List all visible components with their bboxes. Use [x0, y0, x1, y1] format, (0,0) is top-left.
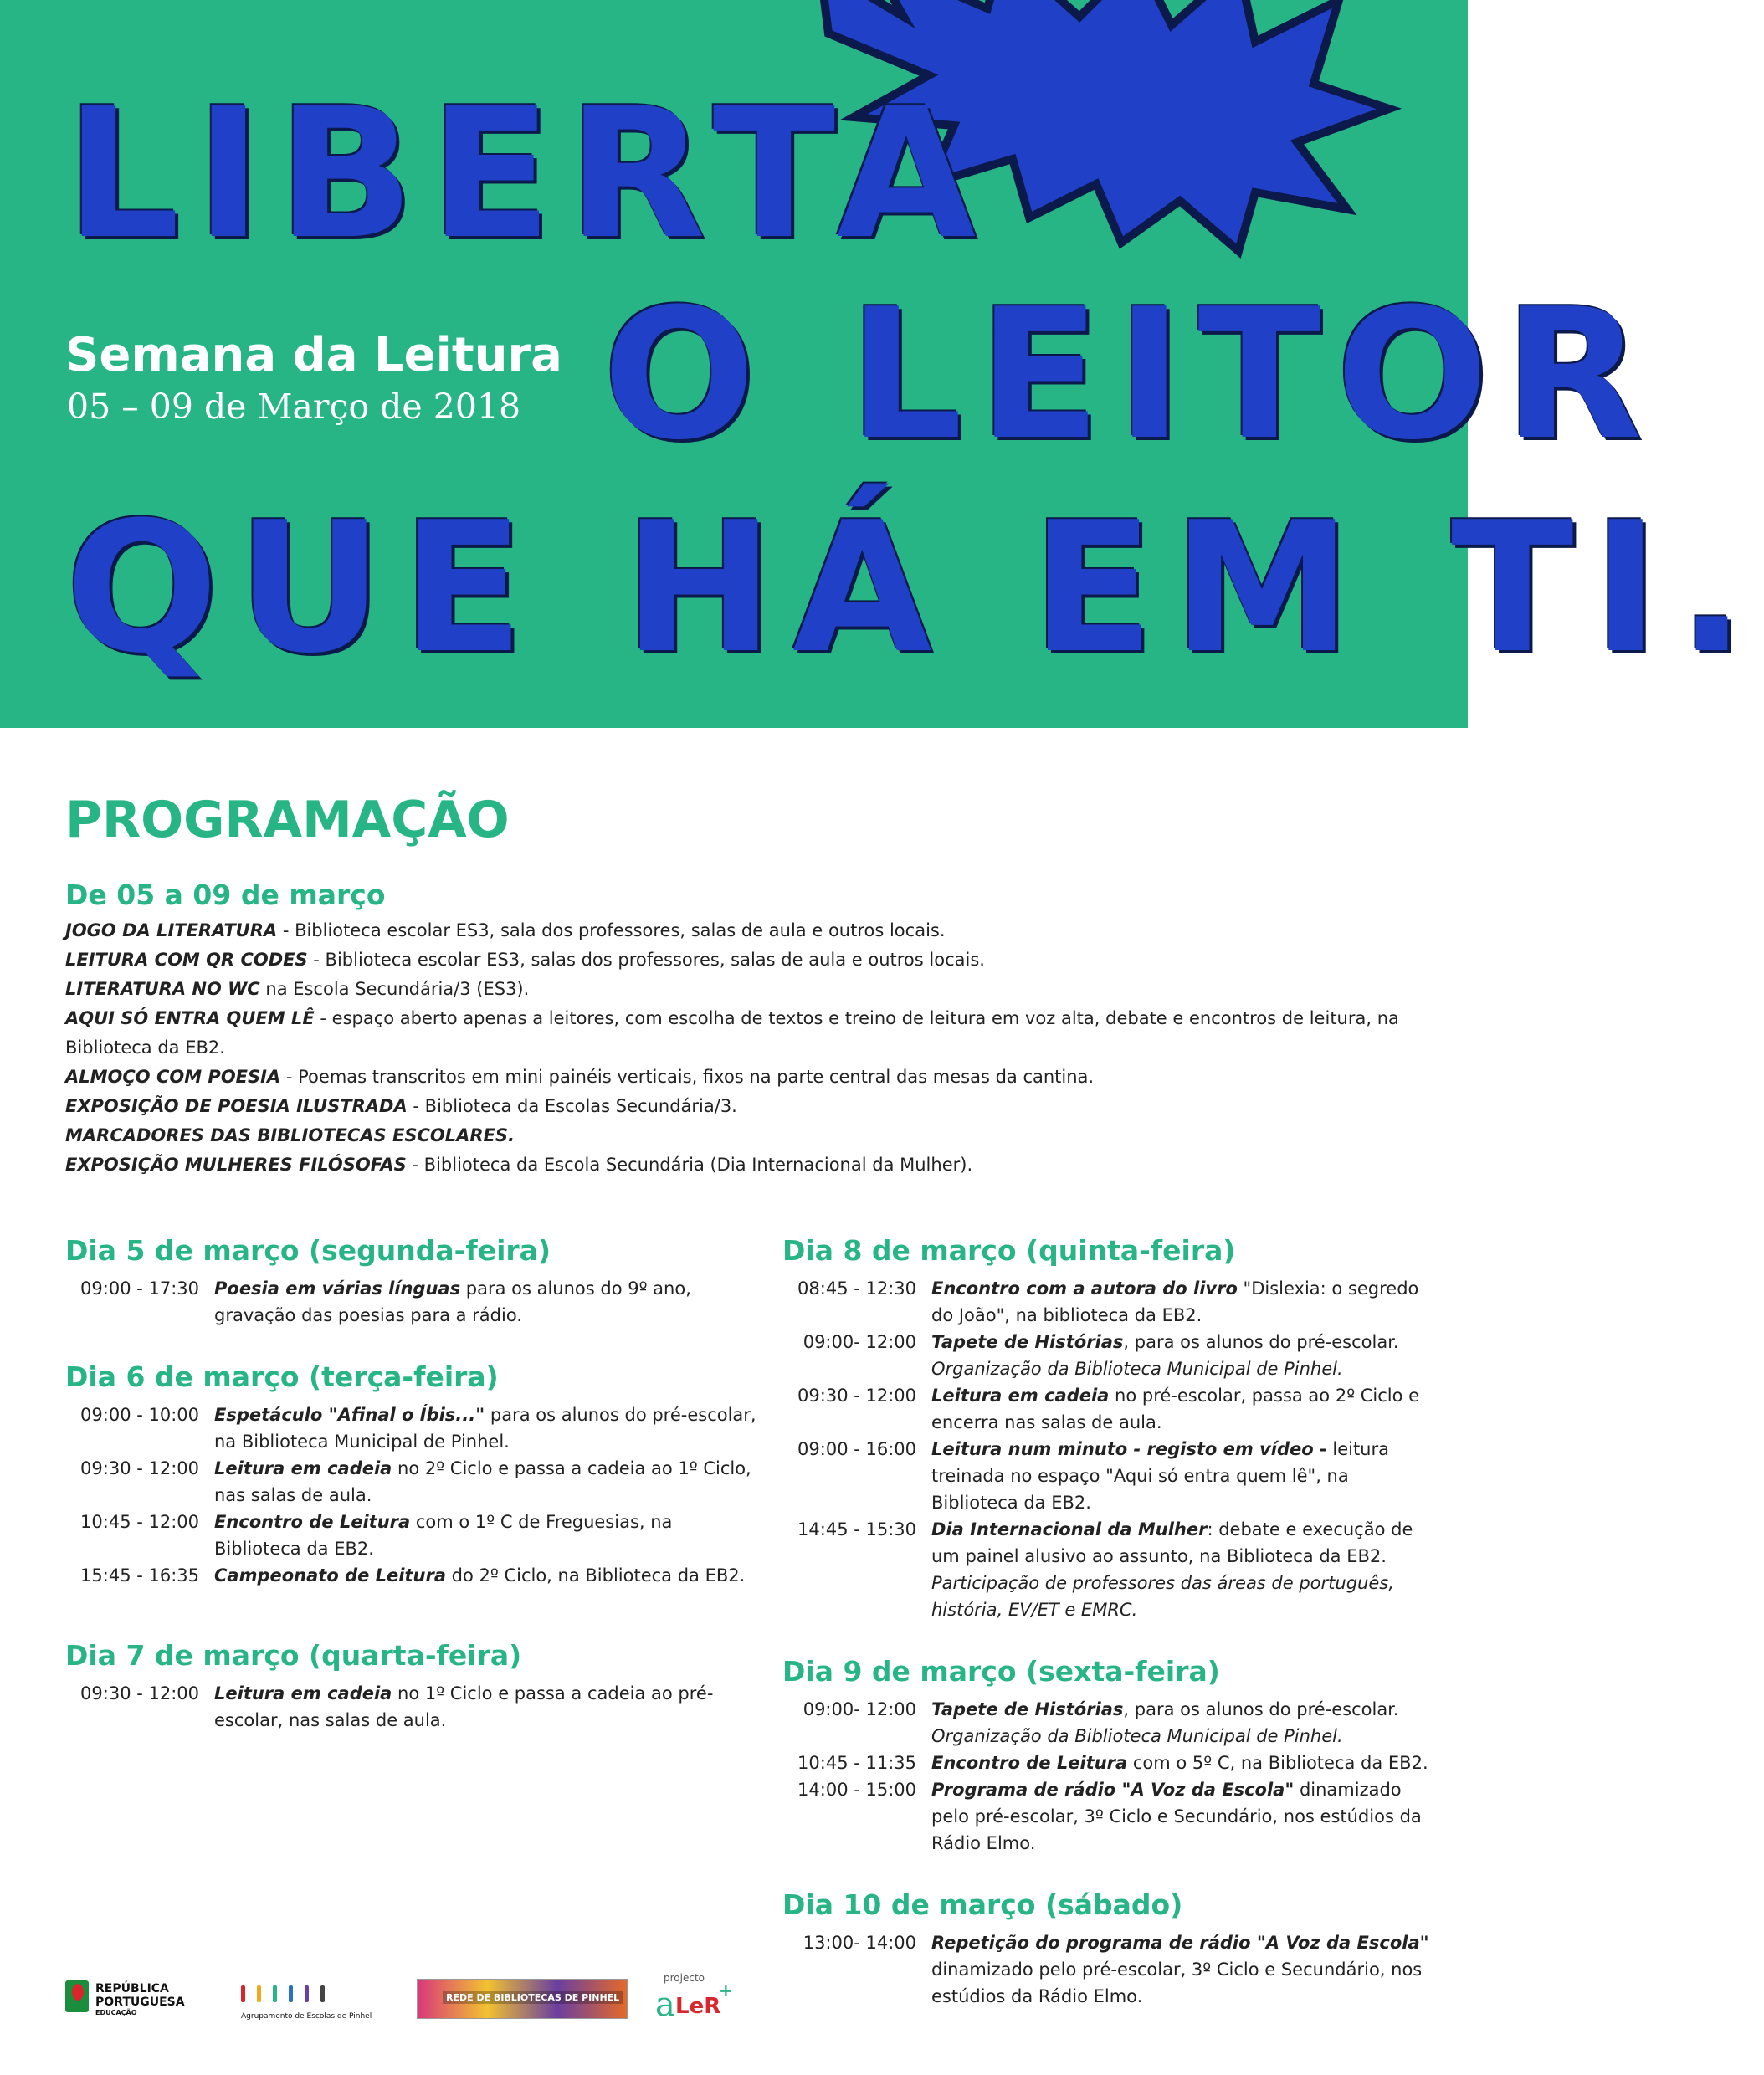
event-row	[65, 1562, 760, 1589]
general-item	[65, 1150, 1421, 1180]
event-text: no 2º Ciclo e passa a cadeia ao 1º Ciclo, nas salas de aula.	[214, 1458, 751, 1505]
event-note: Organização da Biblioteca Municipal de Pinhel.	[931, 1359, 1343, 1379]
day-heading: Dia 9 de março (sexta-feira)	[782, 1655, 1220, 1688]
event-row	[782, 1696, 1435, 1750]
event-name: Semana da Leitura	[65, 328, 562, 382]
event-title: Tapete de Histórias	[931, 1699, 1124, 1719]
event-time: 09:00- 12:00	[803, 1332, 916, 1352]
event-title: Leitura em cadeia	[214, 1683, 392, 1704]
event-title: Dia Internacional da Mulher	[931, 1519, 1208, 1540]
event-description	[931, 1696, 1435, 1750]
event-description	[214, 1562, 760, 1589]
event-row	[782, 1750, 1435, 1776]
event-time: 13:00- 14:00	[803, 1933, 916, 1953]
event-description	[214, 1275, 760, 1329]
event-row	[782, 1516, 1435, 1623]
event-row	[782, 1776, 1435, 1857]
event-text: dinamizado pelo pré-escolar, 3º Ciclo e Secundário, nos estúdios da Rádio Elmo.	[931, 1780, 1422, 1853]
general-item-name: LITERATURA NO WC	[65, 979, 260, 999]
day-section	[65, 1234, 760, 1329]
general-item-name: ALMOÇO COM POESIA	[65, 1067, 281, 1087]
event-description	[214, 1455, 760, 1509]
event-time: 08:45 - 12:30	[797, 1278, 916, 1299]
event-title: Encontro de Leitura	[214, 1512, 411, 1532]
event-description	[214, 1401, 760, 1455]
event-title: Leitura em cadeia	[931, 1386, 1110, 1406]
event-title: Espetáculo "Afinal o Íbis..."	[214, 1405, 485, 1425]
day-heading: Dia 7 de março (quarta-feira)	[65, 1639, 522, 1672]
title-line-1: LIBERTA	[65, 69, 991, 279]
day-section	[782, 1234, 1435, 1623]
general-item	[65, 1121, 1421, 1150]
event-title: Campeonato de Leitura	[214, 1565, 446, 1586]
title-line-2: O LEITOR	[603, 269, 1658, 479]
event-text: para os alunos do pré-escolar, na Biblioteca Municipal de Pinhel.	[214, 1405, 756, 1452]
event-description	[931, 1929, 1435, 2010]
event-description	[214, 1509, 760, 1562]
event-row	[782, 1275, 1435, 1329]
agrupamento-logo: Agrupamento de Escolas de Pinhel	[241, 1979, 367, 2029]
general-list	[65, 916, 1421, 1180]
event-row	[782, 1329, 1435, 1382]
day-section	[65, 1360, 760, 1589]
event-time: 09:00- 12:00	[803, 1699, 916, 1719]
event-title: Programa de rádio "A Voz da Escola"	[931, 1780, 1295, 1800]
event-note: Organização da Biblioteca Municipal de Pinhel.	[931, 1726, 1343, 1746]
event-row	[782, 1929, 1435, 2010]
event-row	[782, 1382, 1435, 1436]
general-activities	[65, 879, 1421, 1180]
event-time: 14:45 - 15:30	[797, 1519, 916, 1540]
general-item-text: - Poemas transcritos em mini painéis verticais, fixos na parte central das mesas da cantina.	[280, 1067, 1095, 1087]
general-item-name: EXPOSIÇÃO MULHERES FILÓSOFAS	[65, 1155, 407, 1175]
general-item-name: JOGO DA LITERATURA	[65, 920, 278, 940]
event-time: 10:45 - 11:35	[797, 1753, 916, 1773]
event-title: Poesia em várias línguas	[214, 1278, 461, 1299]
event-text: : debate e execução de um painel alusivo ao assunto, na Biblioteca da EB2.	[931, 1519, 1413, 1566]
event-description	[931, 1436, 1435, 1516]
day-heading: Dia 8 de março (quinta-feira)	[782, 1234, 1236, 1267]
event-row	[65, 1680, 760, 1734]
general-item-name: LEITURA COM QR CODES	[65, 950, 308, 970]
general-item-name: MARCADORES DAS BIBLIOTECAS ESCOLARES.	[65, 1125, 515, 1145]
event-row	[65, 1455, 760, 1509]
day-section	[782, 1888, 1435, 2010]
program-title: PROGRAMAÇÃO	[65, 791, 510, 849]
event-description	[931, 1382, 1435, 1436]
event-time: 09:30 - 12:00	[80, 1683, 199, 1704]
general-item-text: na Escola Secundária/3 (ES3).	[259, 979, 530, 999]
republica-portuguesa-logo: REPÚBLICA PORTUGUESA EDUCAÇÃO	[65, 1979, 199, 2021]
general-item-name: AQUI SÓ ENTRA QUEM LÊ	[65, 1008, 315, 1028]
event-text: "Dislexia: o segredo do João", na biblioteca da EB2.	[931, 1278, 1419, 1325]
day-section	[782, 1655, 1435, 1857]
event-note: Participação de professores das áreas de português, história, EV/ET e EMRC.	[931, 1573, 1394, 1620]
event-title: Leitura em cadeia	[214, 1458, 392, 1478]
event-text: no pré-escolar, passa ao 2º Ciclo e encerra nas salas de aula.	[931, 1386, 1420, 1432]
event-title: Encontro de Leitura	[931, 1753, 1128, 1773]
general-item	[65, 975, 1421, 1004]
general-item-text: - espaço aberto apenas a leitores, com escolha de textos e treino de leitura em voz alta, debate e encontros de leitura, na Biblioteca da EB2.	[65, 1008, 1399, 1058]
general-item	[65, 1092, 1421, 1121]
header-banner	[0, 0, 1764, 728]
event-dates: 05 – 09 de Março de 2018	[67, 387, 521, 427]
event-row	[65, 1275, 760, 1329]
schedule-right-column	[782, 1234, 1435, 2042]
day-heading: Dia 10 de março (sábado)	[782, 1888, 1183, 1921]
event-text: , para os alunos do pré-escolar.	[1123, 1332, 1399, 1352]
event-description	[931, 1329, 1435, 1382]
general-item	[65, 916, 1421, 945]
sponsor-logos	[65, 1972, 751, 2037]
event-description	[931, 1516, 1435, 1623]
event-description	[931, 1776, 1435, 1857]
event-title: Repetição do programa de rádio "A Voz da Escola"	[931, 1933, 1429, 1953]
event-text: do 2º Ciclo, na Biblioteca da EB2.	[446, 1565, 746, 1586]
event-row	[65, 1509, 760, 1562]
event-time: 09:00 - 17:30	[80, 1278, 199, 1299]
general-item-text: - Biblioteca da Escolas Secundária/3.	[407, 1096, 737, 1116]
event-title: Tapete de Histórias	[931, 1332, 1124, 1352]
general-item	[65, 945, 1421, 975]
event-time: 15:45 - 16:35	[80, 1565, 199, 1586]
schedule-left-column	[65, 1234, 760, 1765]
event-title: Leitura num minuto - registo em vídeo -	[931, 1439, 1327, 1459]
event-text: dinamizado pelo pré-escolar, 3º Ciclo e Secundário, nos estúdios da Rádio Elmo.	[931, 1960, 1423, 2006]
event-time: 09:30 - 12:00	[797, 1386, 916, 1406]
event-description	[214, 1680, 760, 1734]
event-time: 09:00 - 16:00	[797, 1439, 916, 1459]
general-heading: De 05 a 09 de março	[65, 879, 386, 911]
event-text: para os alunos do 9º ano, gravação das poesias para a rádio.	[214, 1278, 691, 1325]
day-section	[65, 1639, 760, 1734]
general-item-text: - Biblioteca escolar ES3, sala dos professores, salas de aula e outros locais.	[277, 920, 946, 940]
event-text: com o 5º C, na Biblioteca da EB2.	[1127, 1753, 1428, 1773]
event-title: Encontro com a autora do livro	[931, 1278, 1238, 1299]
general-item-name: EXPOSIÇÃO DE POESIA ILUSTRADA	[65, 1096, 408, 1116]
event-row	[782, 1436, 1435, 1516]
day-heading: Dia 5 de março (segunda-feira)	[65, 1234, 551, 1267]
rede-bibliotecas-logo: REDE DE BIBLIOTECAS DE PINHEL	[417, 1979, 628, 2019]
event-text: leitura treinada no espaço "Aqui só entra quem lê", na Biblioteca da EB2.	[931, 1439, 1389, 1513]
event-row	[65, 1401, 760, 1455]
event-text: , para os alunos do pré-escolar.	[1123, 1699, 1399, 1719]
event-time: 09:30 - 12:00	[80, 1458, 199, 1478]
general-item-text: - Biblioteca da Escola Secundária (Dia Internacional da Mulher).	[406, 1155, 973, 1175]
event-text: no 1º Ciclo e passa a cadeia ao pré-escolar, nas salas de aula.	[214, 1683, 714, 1730]
general-item	[65, 1004, 1421, 1063]
event-text: com o 1º C de Freguesias, na Biblioteca da EB2.	[214, 1512, 673, 1559]
event-description	[931, 1750, 1435, 1776]
event-description	[931, 1275, 1435, 1329]
event-time: 10:45 - 12:00	[80, 1512, 199, 1532]
general-item	[65, 1063, 1421, 1092]
event-time: 14:00 - 15:00	[797, 1780, 916, 1800]
event-time: 09:00 - 10:00	[80, 1405, 199, 1425]
title-line-3: QUE HÁ EM TI.	[65, 483, 1764, 693]
day-heading: Dia 6 de março (terça-feira)	[65, 1360, 499, 1393]
projecto-aler-logo: projecto a LeR +	[655, 1972, 733, 2024]
general-item-text: - Biblioteca escolar ES3, salas dos professores, salas de aula e outros locais.	[307, 950, 985, 970]
